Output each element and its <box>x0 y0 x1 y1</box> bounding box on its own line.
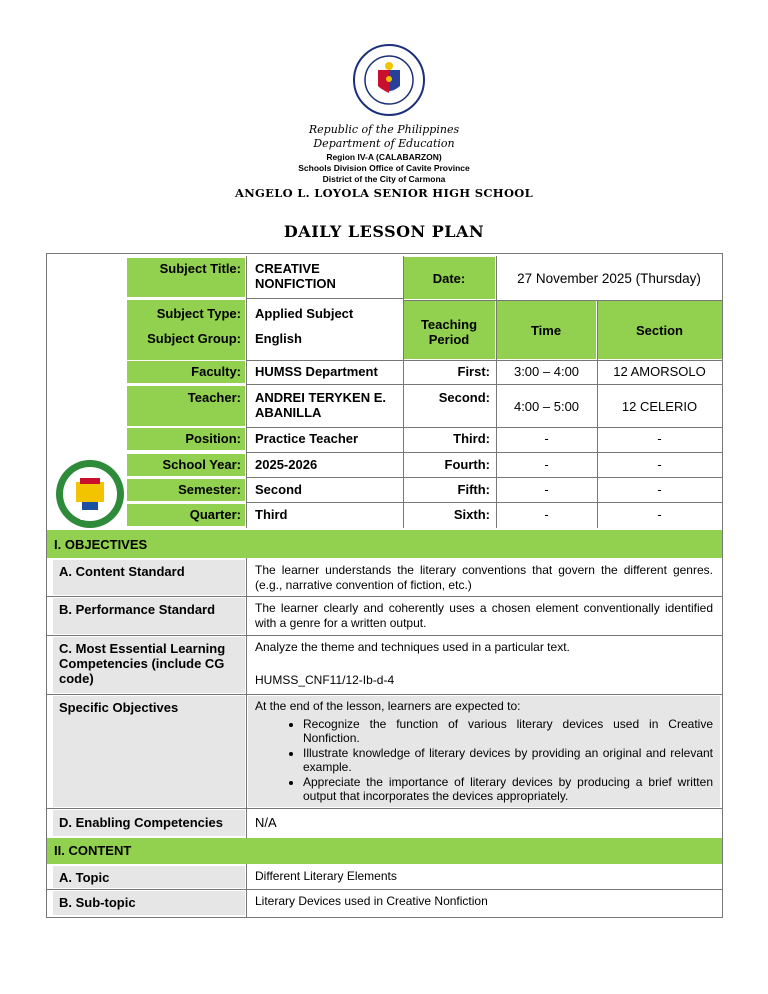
subject-type-value: Applied Subject <box>255 306 354 321</box>
period-time: 3:00 – 4:00 <box>496 361 597 383</box>
subject-group-value: English <box>255 331 302 346</box>
subtopic-label: B. Sub-topic <box>53 891 245 915</box>
document-title: DAILY LESSON PLAN <box>283 222 485 241</box>
teaching-period-label: Teaching Period <box>403 301 495 359</box>
deped-seal <box>353 44 425 116</box>
school-year-value: 2025-2026 <box>247 454 403 476</box>
period-time: - <box>496 428 597 450</box>
period-label: Third: <box>403 428 496 450</box>
period-section: 12 CELERIO <box>597 386 722 426</box>
period-section: - <box>597 428 722 450</box>
period-label: Second: <box>403 386 496 426</box>
period-label: Fifth: <box>403 479 496 501</box>
list-item: • Recognize the function of various literary devices used in Creative Nonfiction. <box>303 717 713 746</box>
content-standard-value: The learner understands the literary conventions that govern the different genres. (e.g., narrative convention of fiction, etc.) <box>248 560 720 595</box>
period-section: 12 AMORSOLO <box>597 361 722 383</box>
quarter-value: Third <box>247 504 403 526</box>
faculty-label: Faculty: <box>127 361 245 383</box>
subtopic-value: Literary Devices used in Creative Nonfiction <box>248 891 720 915</box>
subject-type-value-cell <box>247 300 403 360</box>
melc-code: HUMSS_CNF11/12-Ib-d-4 <box>255 673 395 687</box>
quarter-label: Quarter: <box>127 504 245 526</box>
melc-label: C. Most Essential Learning Competencies (include CG code) <box>53 637 245 693</box>
period-time: - <box>496 479 597 501</box>
semester-value: Second <box>247 479 403 501</box>
school-name: ANGELO L. LOYOLA SENIOR HIGH SCHOOL <box>235 186 533 200</box>
objectives-heading: I. OBJECTIVES <box>47 530 722 558</box>
specific-objectives-cell <box>248 696 720 807</box>
region-line: Region IV-A (CALABARZON) <box>326 152 442 162</box>
specific-objectives-label: Specific Objectives <box>53 696 245 807</box>
subject-type-label-cell <box>127 300 245 360</box>
teacher-value: ANDREI TERYKEN E. ABANILLA <box>247 386 403 426</box>
date-label: Date: <box>403 257 495 299</box>
period-section: - <box>597 479 722 501</box>
subject-type-label: Subject Type: <box>156 306 241 321</box>
section-header: Section <box>597 301 722 359</box>
faculty-value: HUMSS Department <box>247 361 403 383</box>
semester-label: Semester: <box>127 479 245 501</box>
district-line: District of the City of Carmona <box>322 174 446 184</box>
period-section: - <box>597 504 722 526</box>
performance-standard-label: B. Performance Standard <box>53 598 245 634</box>
specific-objectives-list <box>255 717 713 804</box>
time-header: Time <box>496 301 596 359</box>
department-line: Department of Education <box>313 137 455 150</box>
period-label: Sixth: <box>403 504 496 526</box>
position-value: Practice Teacher <box>247 428 403 450</box>
topic-value: Different Literary Elements <box>248 866 720 888</box>
period-time: - <box>496 454 597 476</box>
teacher-label: Teacher: <box>127 386 245 426</box>
position-label: Position: <box>127 428 245 450</box>
enabling-competencies-label: D. Enabling Competencies <box>53 810 245 836</box>
list-item: • Illustrate knowledge of literary devices by providing an original and relevant example. <box>303 746 713 775</box>
subject-group-label: Subject Group: <box>147 331 241 346</box>
period-label: Fourth: <box>403 454 496 476</box>
period-label: First: <box>403 361 496 383</box>
melc-cell <box>248 637 720 693</box>
enabling-competencies-value: N/A <box>248 810 720 836</box>
division-line: Schools Division Office of Cavite Province <box>298 163 470 173</box>
date-value: 27 November 2025 (Thursday) <box>496 257 722 299</box>
specific-intro: At the end of the lesson, learners are expected to: <box>255 699 521 713</box>
school-year-label: School Year: <box>127 454 245 476</box>
melc-value: Analyze the theme and techniques used in a particular text. <box>255 640 570 654</box>
topic-label: A. Topic <box>53 866 245 888</box>
period-time: 4:00 – 5:00 <box>496 386 597 426</box>
performance-standard-value: The learner clearly and coherently uses a chosen element conventionally identified with a genre for a written output. <box>248 598 720 634</box>
content-standard-label: A. Content Standard <box>53 560 245 595</box>
subject-title-label: Subject Title: <box>127 258 245 297</box>
republic-line: Republic of the Philippines <box>308 123 460 136</box>
list-item: • Appreciate the importance of literary devices by producing a brief written output that incorporates the devices appropriately. <box>303 775 713 804</box>
content-heading: II. CONTENT <box>47 838 722 864</box>
logo-year: 2016 <box>80 515 96 522</box>
period-section: - <box>597 454 722 476</box>
subject-title-value: CREATIVE NONFICTION <box>247 258 403 297</box>
period-time: - <box>496 504 597 526</box>
